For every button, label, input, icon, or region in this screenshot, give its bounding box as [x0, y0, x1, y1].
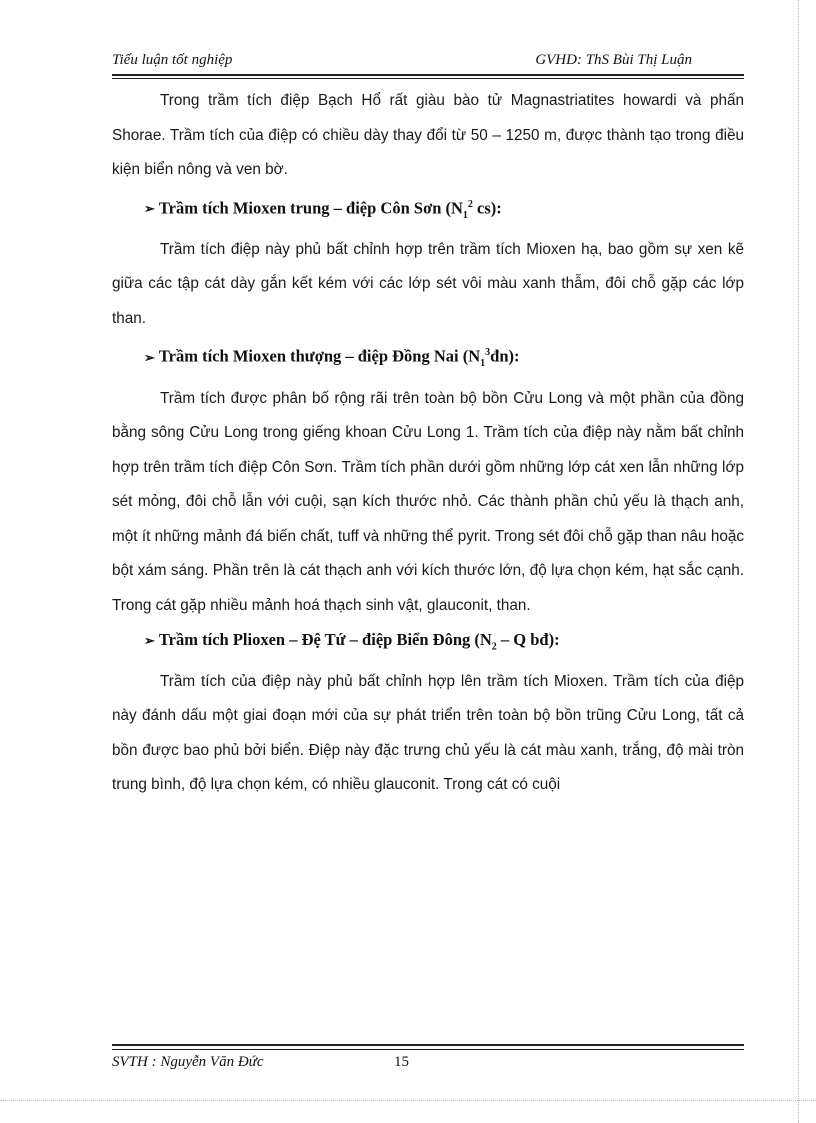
heading-con-son-sub: 1	[462, 209, 468, 221]
header-rule-thin	[112, 78, 744, 79]
heading-con-son	[112, 188, 744, 233]
arrow-bullet-icon: ➢	[144, 349, 155, 365]
footer-rule-thin	[112, 1049, 744, 1050]
heading-bien-dong	[112, 623, 744, 665]
footer-rule	[112, 1044, 744, 1046]
page-edge-bottom	[0, 1100, 816, 1101]
header-rule	[112, 74, 744, 76]
heading-bien-dong-sub: 2	[491, 641, 497, 653]
heading-dong-nai-sup: 3	[485, 347, 491, 359]
heading-bien-dong-text: Trầm tích Plioxen – Đệ Tứ – điệp Biển Đông (N	[158, 630, 492, 650]
header-document-type: Tiểu luận tốt nghiệp	[112, 52, 233, 68]
heading-dong-nai	[112, 336, 744, 381]
paragraph-dong-nai: Trầm tích được phân bố rộng rãi trên toàn bộ bồn Cửu Long và một phần của đồng bằng sông Cửu Long trong giếng khoan Cửu Long 1. Trầm tích của điệp này nằm bất chỉnh hợp trên trầm tích điệp Côn Sơn. Trầm tích phần dưới gồm những lớp cát xen lẫn những lớp sét mỏng, đôi chỗ lẫn với cuội, sạn kích thước nhỏ. Các thành phần chủ yếu là thạch anh, một ít những mảnh đá biến chất, tuff và những thể pyrit. Trong sét đôi chỗ gặp than nâu hoặc bột xám sáng. Phần trên là cát thạch anh với kích thước lớn, độ lựa chọn kém, hạt sắc cạnh. Trong cát gặp nhiều mảnh hoá thạch sinh vật, glauconit, than.	[112, 389, 744, 614]
header-supervisor: GVHD: ThS Bùi Thị Luận	[535, 52, 692, 68]
footer-author: SVTH : Nguyễn Văn Đức	[112, 1054, 264, 1070]
page-edge-right	[798, 0, 799, 1123]
body-text	[112, 84, 744, 803]
heading-con-son-sup: 2	[467, 198, 473, 210]
page-number: 15	[394, 1054, 409, 1070]
paragraph-con-son: Trầm tích điệp này phủ bất chỉnh hợp trên trầm tích Mioxen hạ, bao gồm sự xen kẽ giữa các tập cát dày gắn kết kém với các lớp sét vôi màu xanh thẫm, đôi chỗ gặp các lớp than.	[112, 240, 744, 327]
heading-con-son-tail: cs):	[472, 198, 502, 217]
heading-con-son-text: Trầm tích Mioxen trung – điệp Côn Sơn (N	[158, 198, 463, 217]
heading-dong-nai-text: Trầm tích Mioxen thượng – điệp Đồng Nai (N	[158, 346, 481, 366]
heading-dong-nai-tail: đn):	[490, 346, 520, 366]
page-footer	[112, 1054, 744, 1076]
heading-bien-dong-tail: – Q bđ):	[496, 630, 560, 650]
page-header	[112, 52, 744, 74]
paragraph-bach-ho: Trong trầm tích điệp Bạch Hổ rất giàu bào tử Magnastriatites howardi và phấn Shorae. Trầm tích của điệp có chiều dày thay đổi từ 50 – 1250 m, được thành tạo trong điều kiện biển nông và ven bờ.	[112, 92, 744, 178]
paragraph-bien-dong: Trầm tích của điệp này phủ bất chỉnh hợp lên trầm tích Mioxen. Trầm tích của điệp này đánh dấu một giai đoạn mới của sự phát triển trên toàn bộ bồn trũng Cửu Long, tất cả bồn được bao phủ bởi biển. Điệp này đặc trưng chủ yếu là cát màu xanh, trắng, độ mài tròn trung bình, độ lựa chọn kém, có nhiều glauconit. Trong cát có cuội	[112, 672, 744, 794]
arrow-bullet-icon: ➢	[144, 633, 155, 649]
heading-dong-nai-sub: 1	[480, 358, 486, 370]
arrow-bullet-icon: ➢	[144, 201, 155, 216]
